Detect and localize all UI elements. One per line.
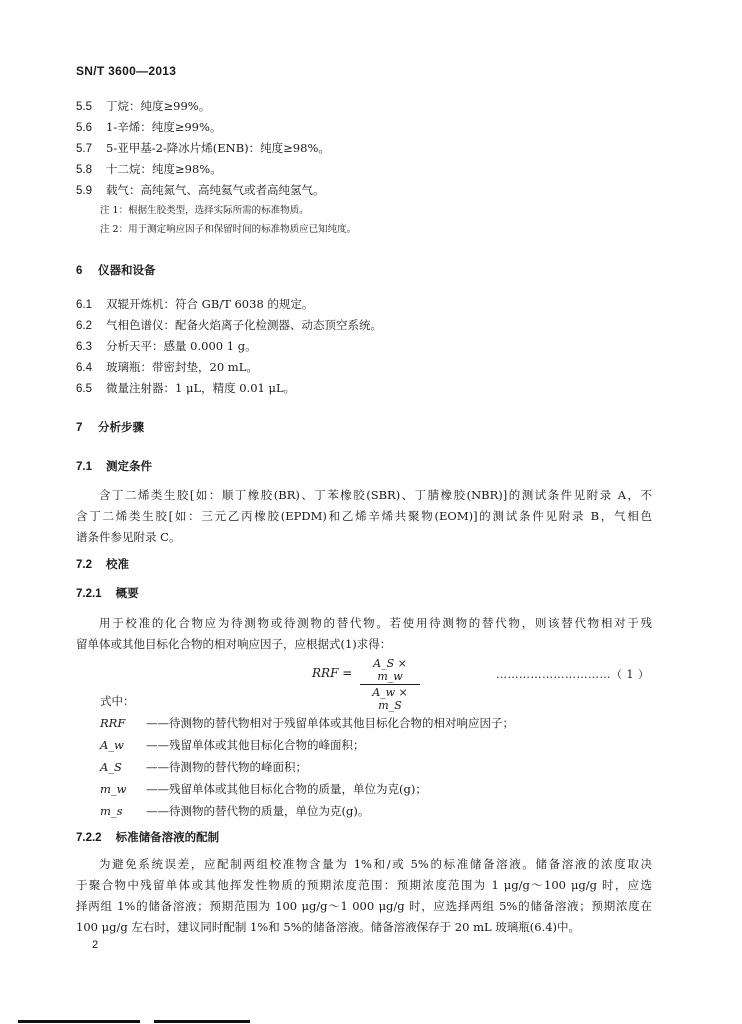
equipment-item: 6.5 微量注射器：1 μL，精度 0.01 μL。 xyxy=(76,381,296,395)
reagent-item: 5.9 载气：高纯氮气、高纯氦气或者高纯氢气。 xyxy=(76,183,325,197)
reagent-item: 5.5 丁烷：纯度≥99%。 xyxy=(76,99,211,113)
note-2: 注 2：用于测定响应因子和保留时间的标准物质应已知纯度。 xyxy=(100,224,357,235)
paragraph-7-2-2: 为避免系统误差，应配制两组校准物含量为 1%和/或 5%的标准储备溶液。储备溶液的浓度取决 于聚合物中残留单体或其他挥发性物质的预期浓度范围：预期浓度范围为 1 μg/g～100 μg/g 时，应选 择两组 1%的储备溶液；预期范围为 100 μg/g～1 000 μg/g 时，应选择两组 5%的储备溶液；预期浓度在 100 μg/g 左右时，建议同时配制 1%和 5%的储备溶液。储备溶液保存于 20 mL 玻璃瓶(6.4)中。 xyxy=(76,857,652,934)
equipment-item: 6.4 玻璃瓶：带密封垫，20 mL。 xyxy=(76,360,258,374)
where-label: 式中： xyxy=(100,694,135,708)
definition-row: RRF ——待测物的替代物相对于残留单体或其他目标化合物的相对响应因子； xyxy=(100,716,514,730)
paragraph-7-1: 含丁二烯类生胶[如：顺丁橡胶(BR)、丁苯橡胶(SBR)、丁腈橡胶(NBR)]的测试条件见附录 A，不 含丁二烯类生胶[如：三元乙丙橡胶(EPDM)和乙烯辛烯共聚物(EOM)]的测试条件见附录 B，气相色 谱条件参见附录 C。 xyxy=(76,488,652,544)
definition-row: A_w ——残留单体或其他目标化合物的峰面积； xyxy=(100,738,365,752)
reagent-item: 5.6 1-辛烯：纯度≥99%。 xyxy=(76,120,222,134)
formula-equation-number: …………………………（ 1 ） xyxy=(496,668,650,681)
standard-code-header: SN/T 3600—2013 xyxy=(76,64,177,78)
scan-edge-line xyxy=(154,1020,250,1023)
subsection-heading-7-2-1: 7.2.1 概要 xyxy=(76,586,139,600)
equipment-item: 6.3 分析天平：感量 0.000 1 g。 xyxy=(76,339,257,353)
definition-row: m_s ——待测物的替代物的质量，单位为克(g)。 xyxy=(100,804,370,818)
scan-edge-line xyxy=(18,1020,140,1023)
definition-row: m_w ——残留单体或其他目标化合物的质量，单位为克(g)； xyxy=(100,782,427,796)
formula-denominator: A_w × m_S xyxy=(372,686,408,712)
paragraph-7-2-1: 用于校准的化合物应为待测物或待测物的替代物。若使用待测物的替代物，则该替代物相对于残 留单体或其他目标化合物的相对响应因子，应根据式(1)求得： xyxy=(76,616,652,651)
subsection-heading-7-2-2: 7.2.2 标准储备溶液的配制 xyxy=(76,830,220,844)
subsection-heading-7-1: 7.1 测定条件 xyxy=(76,459,152,473)
formula-fraction xyxy=(360,657,420,712)
formula-numerator: A_S × m_w xyxy=(360,657,420,685)
definition-row: A_S ——待测物的替代物的峰面积； xyxy=(100,760,307,774)
formula-lhs: RRF = xyxy=(312,666,353,680)
note-1: 注 1：根据生胶类型，选择实际所需的标准物质。 xyxy=(100,205,309,216)
reagent-item: 5.8 十二烷：纯度≥98%。 xyxy=(76,162,222,176)
section-heading-7: 7 分析步骤 xyxy=(76,420,144,434)
equipment-item: 6.1 双辊开炼机：符合 GB/T 6038 的规定。 xyxy=(76,297,314,311)
page-number: 2 xyxy=(92,939,99,951)
subsection-heading-7-2: 7.2 校准 xyxy=(76,557,129,571)
section-heading-6: 6 仪器和设备 xyxy=(76,263,156,277)
equipment-item: 6.2 气相色谱仪：配备火焰离子化检测器、动态顶空系统。 xyxy=(76,318,382,332)
reagent-item: 5.7 5-亚甲基-2-降冰片烯(ENB)：纯度≥98%。 xyxy=(76,141,330,155)
